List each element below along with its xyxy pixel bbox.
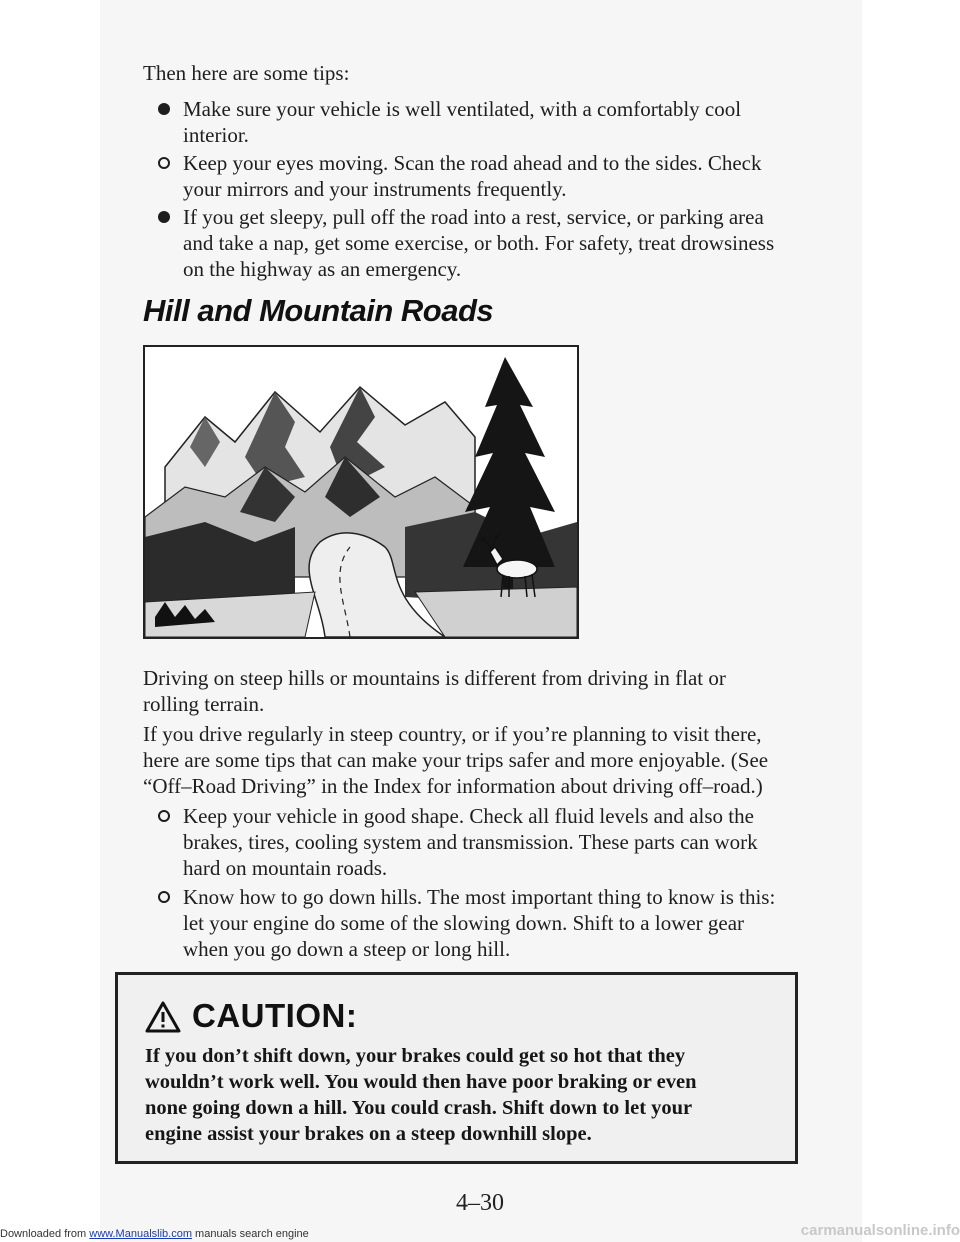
download-footer — [0, 1228, 309, 1240]
caution-text — [145, 1043, 765, 1147]
warning-triangle-icon — [145, 1001, 181, 1033]
list-item-line: let your engine do some of the slowing down. Shift to a lower gear — [183, 911, 745, 935]
list-item-line: when you go down a steep or long hill. — [183, 937, 511, 961]
section-heading: Hill and Mountain Roads — [143, 293, 494, 328]
caution-heading — [145, 997, 357, 1035]
caution-label: CAUTION: — [192, 997, 358, 1034]
list-item-line: Know how to go down hills. The most important thing to know is this: — [183, 885, 776, 909]
bullet-icon — [158, 103, 170, 115]
paragraph-line: Driving on steep hills or mountains is different from driving in flat or — [143, 666, 726, 690]
paragraph-line: here are some tips that can make your trips safer and more enjoyable. (See — [143, 748, 769, 772]
caution-line: If you don’t shift down, your brakes could get so hot that they — [145, 1045, 686, 1067]
intro-text: Then here are some tips: — [143, 61, 350, 85]
list-item — [183, 150, 803, 202]
list-item-line: If you get sleepy, pull off the road into a rest, service, or parking area — [183, 205, 764, 229]
caution-line: none going down a hill. You could crash. Shift down to let your — [145, 1097, 693, 1119]
paragraph-line: rolling terrain. — [143, 692, 265, 716]
paragraph-line: If you drive regularly in steep country, or if you’re planning to visit there, — [143, 722, 762, 746]
list-item — [183, 96, 803, 148]
list-item — [183, 884, 803, 962]
list-item-line: brakes, tires, cooling system and transmission. These parts can work — [183, 830, 758, 854]
list-item-line: on the highway as an emergency. — [183, 257, 462, 281]
list-item-line: Keep your vehicle in good shape. Check all fluid levels and also the — [183, 804, 754, 828]
caution-line: wouldn’t work well. You would then have poor braking or even — [145, 1071, 697, 1093]
bullet-icon — [158, 810, 170, 822]
caution-line: engine assist your brakes on a steep downhill slope. — [145, 1123, 592, 1145]
list-item — [183, 803, 803, 881]
mountain-road-drawing — [145, 347, 577, 637]
list-item-line: interior. — [183, 123, 249, 147]
list-item-line: and take a nap, get some exercise, or both. For safety, treat drowsiness — [183, 231, 775, 255]
footer-suffix: manuals search engine — [191, 1228, 309, 1240]
bullet-icon — [158, 891, 170, 903]
paragraph — [143, 721, 768, 799]
paragraph — [143, 665, 726, 717]
page-number: 4–30 — [456, 1190, 504, 1216]
paragraph-line: “Off–Road Driving” in the Index for information about driving off–road.) — [143, 774, 763, 798]
caution-box — [115, 972, 798, 1164]
list-item — [183, 204, 803, 282]
footer-prefix: Downloaded from — [0, 1228, 90, 1240]
watermark: carmanualsonline.info — [800, 1222, 960, 1239]
bullet-icon — [158, 157, 170, 169]
list-item-line: Keep your eyes moving. Scan the road ahead and to the sides. Check — [183, 151, 762, 175]
list-item-line: hard on mountain roads. — [183, 856, 388, 880]
list-item-line: Make sure your vehicle is well ventilated, with a comfortably cool — [183, 97, 742, 121]
bullet-icon — [158, 211, 170, 223]
mountain-road-illustration — [143, 345, 579, 639]
manualslib-link[interactable]: www.Manualslib.com — [89, 1228, 192, 1240]
list-item-line: your mirrors and your instruments frequently. — [183, 177, 567, 201]
